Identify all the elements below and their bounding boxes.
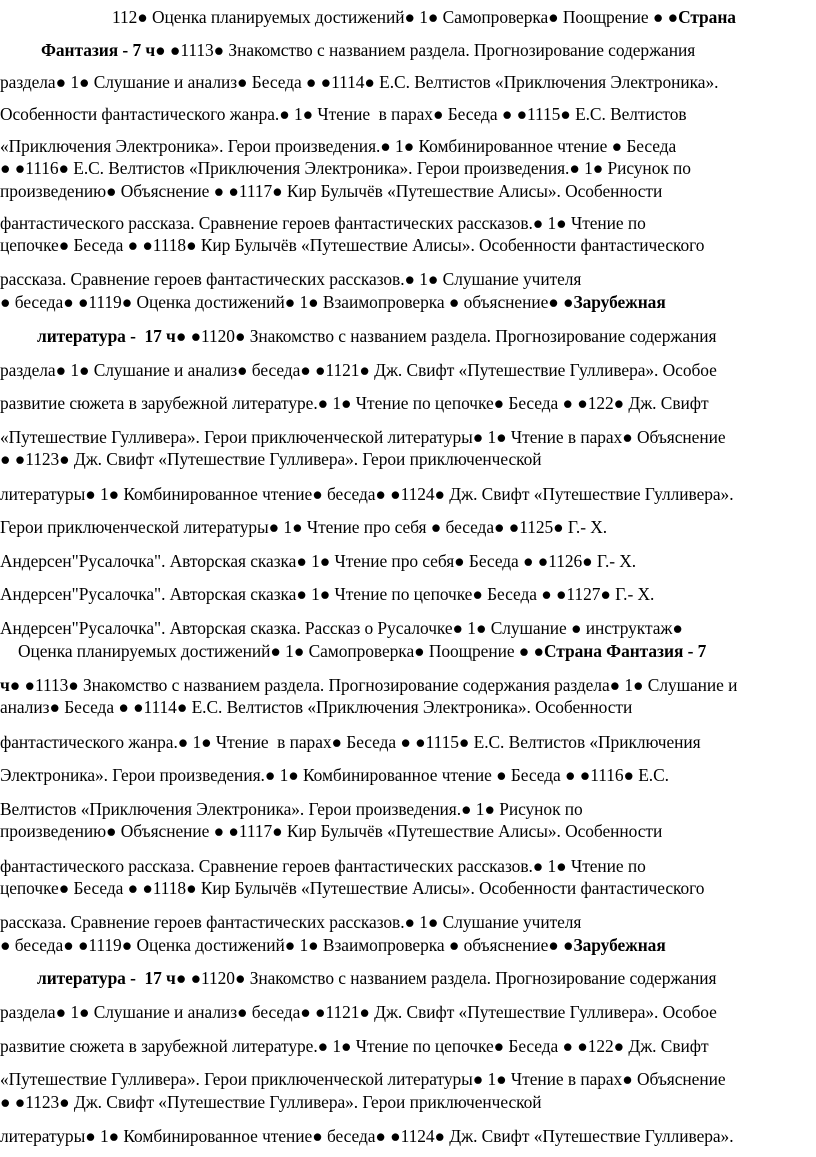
text-line: раздела● 1● Слушание и анализ● беседа● ●1121● Дж. Свифт «Путешествие Гулливера». Особое xyxy=(0,360,717,380)
text-line: Электроника». Герои произведения.● 1● Комбинированное чтение ● Беседа ● ●1116● Е.С. xyxy=(0,765,669,785)
text-line: произведению● Объяснение ● ●1117● Кир Булычёв «Путешествие Алисы». Особенности xyxy=(0,181,663,201)
text-line: цепочке● Беседа ● ●1118● Кир Булычёв «Путешествие Алисы». Особенности фантастического xyxy=(0,235,705,255)
text-line: ч● ●1113● Знакомство с названием раздела. Прогнозирование содержания раздела● 1● Слушание и xyxy=(0,675,738,695)
text-line: литература - 17 ч● ●1120● Знакомство с названием раздела. Прогнозирование содержания xyxy=(37,326,717,346)
text-line: литература - 17 ч● ●1120● Знакомство с названием раздела. Прогнозирование содержания xyxy=(37,968,717,988)
text-line: рассказа. Сравнение героев фантастических рассказов.● 1● Слушание учителя xyxy=(0,912,582,932)
text-line: развитие сюжета в зарубежной литературе.● 1● Чтение по цепочке● Беседа ● ●122● Дж. Свифт xyxy=(0,393,709,413)
text-line: Оценка планируемых достижений● 1● Самопроверка● Поощрение ● ●Страна Фантазия - 7 xyxy=(18,641,707,661)
text-line: произведению● Объяснение ● ●1117● Кир Булычёв «Путешествие Алисы». Особенности xyxy=(0,821,663,841)
text-line: «Путешествие Гулливера». Герои приключенческой литературы● 1● Чтение в парах● Объяснение xyxy=(0,427,726,447)
text-line: Велтистов «Приключения Электроника». Герои произведения.● 1● Рисунок по xyxy=(0,799,583,819)
text-line: ● беседа● ●1119● Оценка достижений● 1● Взаимопроверка ● объяснение● ●Зарубежная xyxy=(0,292,666,312)
text-line: Андерсен"Русалочка". Авторская сказка● 1● Чтение про себя● Беседа ● ●1126● Г.- Х. xyxy=(0,551,637,571)
text-line: ● беседа● ●1119● Оценка достижений● 1● Взаимопроверка ● объяснение● ●Зарубежная xyxy=(0,935,666,955)
text-line: фантастического рассказа. Сравнение героев фантастических рассказов.● 1● Чтение по xyxy=(0,856,646,876)
text-line: цепочке● Беседа ● ●1118● Кир Булычёв «Путешествие Алисы». Особенности фантастического xyxy=(0,878,705,898)
text-line: ● ●1123● Дж. Свифт «Путешествие Гулливера». Герои приключенческой xyxy=(0,1092,542,1112)
text-line: литературы● 1● Комбинированное чтение● беседа● ●1124● Дж. Свифт «Путешествие Гулливера». xyxy=(0,1126,734,1146)
text-line: Андерсен"Русалочка". Авторская сказка. Рассказ о Русалочке● 1● Слушание ● инструктаж● xyxy=(0,618,683,638)
text-line: «Приключения Электроника». Герои произведения.● 1● Комбинированное чтение ● Беседа xyxy=(0,136,677,156)
text-line: ● ●1123● Дж. Свифт «Путешествие Гулливера». Герои приключенческой xyxy=(0,449,542,469)
text-line: литературы● 1● Комбинированное чтение● беседа● ●1124● Дж. Свифт «Путешествие Гулливера». xyxy=(0,484,734,504)
text-line: Андерсен"Русалочка". Авторская сказка● 1● Чтение по цепочке● Беседа ● ●1127● Г.- Х. xyxy=(0,584,655,604)
text-line: фантастического рассказа. Сравнение героев фантастических рассказов.● 1● Чтение по xyxy=(0,213,646,233)
text-line: 112● Оценка планируемых достижений● 1● Самопроверка● Поощрение ● ●Страна xyxy=(112,7,736,27)
text-line: Герои приключенческой литературы● 1● Чтение про себя ● беседа● ●1125● Г.- Х. xyxy=(0,517,608,537)
text-line: рассказа. Сравнение героев фантастических рассказов.● 1● Слушание учителя xyxy=(0,269,582,289)
text-line: Фантазия - 7 ч● ●1113● Знакомство с названием раздела. Прогнозирование содержания xyxy=(41,40,696,60)
text-line: анализ● Беседа ● ●1114● Е.С. Велтистов «Приключения Электроника». Особенности xyxy=(0,697,633,717)
text-line: Особенности фантастического жанра.● 1● Чтение в парах● Беседа ● ●1115● Е.С. Велтистов xyxy=(0,104,687,124)
text-line: развитие сюжета в зарубежной литературе.● 1● Чтение по цепочке● Беседа ● ●122● Дж. Свифт xyxy=(0,1036,709,1056)
text-line: фантастического жанра.● 1● Чтение в парах● Беседа ● ●1115● Е.С. Велтистов «Приключения xyxy=(0,732,701,752)
text-line: раздела● 1● Слушание и анализ● беседа● ●1121● Дж. Свифт «Путешествие Гулливера». Особое xyxy=(0,1002,717,1022)
text-line: ● ●1116● Е.С. Велтистов «Приключения Электроника». Герои произведения.● 1● Рисунок по xyxy=(0,158,691,178)
text-line: раздела● 1● Слушание и анализ● Беседа ● ●1114● Е.С. Велтистов «Приключения Электроника». xyxy=(0,72,719,92)
text-line: «Путешествие Гулливера». Герои приключенческой литературы● 1● Чтение в парах● Объяснение xyxy=(0,1069,726,1089)
